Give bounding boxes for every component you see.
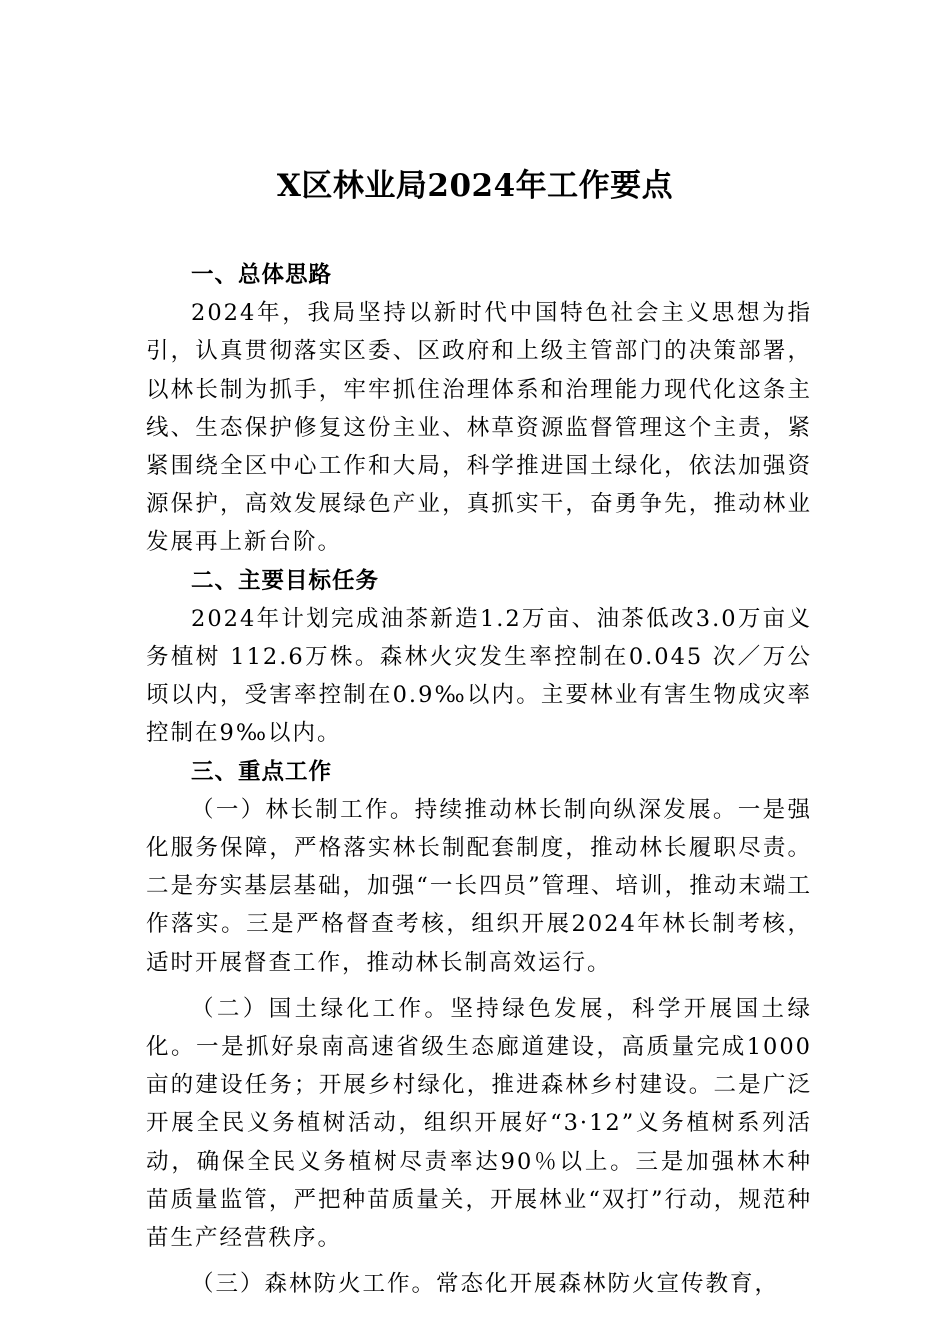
paragraph-general-approach: 2024年，我局坚持以新时代中国特色社会主义思想为指引，认真贯彻落实区委、区政府和上级主管部门的决策部署，以林长制为抓手，牢牢抓住治理体系和治理能力现代化这条主线、生态保护修复这份主业、林草资源监督管理这个主责，紧紧围绕全区中心工作和大局，科学推进国土绿化，依法加强资源保护，高效发展绿色产业，真抓实干，奋勇争先，推动林业发展再上新台阶。: [146, 300, 812, 556]
paragraph-forest-fire-prevention: （三）森林防火工作。常态化开展森林防火宣传教育，: [191, 1271, 780, 1298]
section-heading-general-approach: 一、总体思路: [191, 262, 333, 288]
paragraph-main-targets: 2024年计划完成油茶新造1.2万亩、油茶低改3.0万亩义务植树 112.6万株。森林火灾发生率控制在0.045 次／万公顷以内，受害率控制在0.9‰以内。主要林业有害生物成灾率控制在9‰以内。: [146, 605, 812, 747]
section-heading-key-work: 三、重点工作: [191, 758, 333, 785]
paragraph-land-greening: （二）国土绿化工作。坚持绿色发展，科学开展国土绿化。一是抓好泉南高速省级生态廊道建设，高质量完成1000亩的建设任务；开展乡村绿化，推进森林乡村建设。二是广泛开展全民义务植树活动，组织开展好“3·12”义务植树系列活动，确保全民义务植树尽责率达90％以上。三是加强林木种苗质量监管，严把种苗质量关，开展林业“双打”行动，规范种苗生产经营秩序。: [146, 995, 812, 1252]
paragraph-forest-chief-system: （一）林长制工作。持续推动林长制向纵深发展。一是强化服务保障，严格落实林长制配套制度，推动林长履职尽责。二是夯实基层基础，加强“一长四员”管理、培训，推动末端工作落实。三是严格督查考核，组织开展2024年林长制考核，适时开展督查工作，推动林长制高效运行。: [146, 796, 812, 976]
document-title: X区林业局2024年工作要点: [276, 168, 674, 204]
section-heading-main-targets: 二、主要目标任务: [191, 567, 380, 594]
document-body: [146, 256, 812, 1303]
